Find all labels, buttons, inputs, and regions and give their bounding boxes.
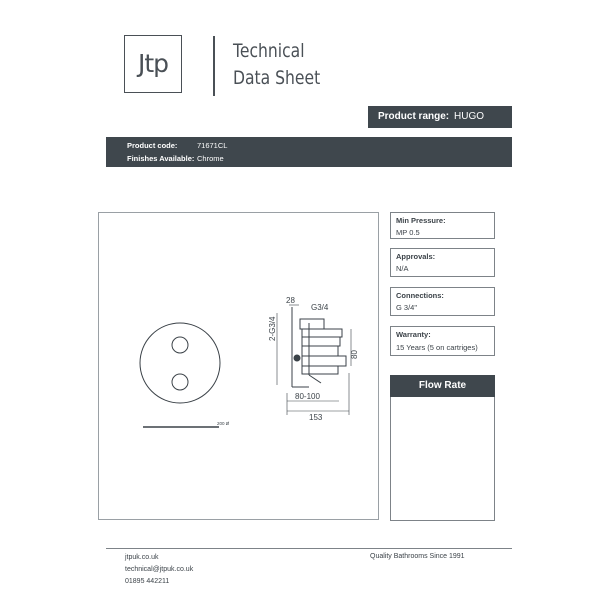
min-pressure-value: MP 0.5 [396,228,420,237]
dim-80: 80 [350,350,359,359]
faceplate-outline [140,323,220,403]
footer-phone: 01895 442211 [125,578,170,585]
dim-g34: G3/4 [311,303,329,312]
approvals-label: Approvals: [396,252,436,261]
flow-rate-header: Flow Rate [390,375,495,397]
min-pressure-label: Min Pressure: [396,216,446,225]
product-info-bar [106,137,512,167]
footer-email[interactable]: technical@jtpuk.co.uk [125,566,194,573]
product-code-label: Product code: [127,141,178,150]
approvals-box [390,248,495,277]
finishes-row [127,154,224,163]
connections-box [390,287,495,316]
finishes-label: Finishes Available: [127,154,195,163]
header-divider [213,36,215,96]
title-line-2: Data Sheet [233,67,321,89]
logo-text: Jtp [137,49,169,78]
product-code-value: 71671CL [197,141,228,150]
dim-153: 153 [309,413,323,422]
technical-drawing [99,213,380,521]
warranty-value: 15 Years (5 on cartriges) [396,343,478,352]
document-title [233,38,320,92]
warranty-box [390,326,495,356]
side-view [292,307,346,387]
product-range-label: Product range: [378,111,450,122]
product-code-row [127,141,227,150]
min-pressure-box [390,212,495,239]
finishes-value: Chrome [197,154,224,163]
warranty-label: Warranty: [396,330,431,339]
footer-tagline: Quality Bathrooms Since 1991 [370,553,465,560]
scale-label: 200 Ø [217,421,230,426]
dim-28: 28 [286,296,295,305]
product-range-bar [368,106,512,128]
title-line-1: Technical [233,40,305,62]
company-logo [124,35,182,93]
dim-80-100: 80-100 [295,392,320,401]
footer-website[interactable]: jtpuk.co.uk [125,554,159,561]
top-handle [172,337,188,353]
technical-drawing-panel [98,212,379,520]
product-range-value: HUGO [454,111,484,122]
connections-value: G 3/4" [396,303,418,312]
approvals-value: N/A [396,264,409,273]
connections-label: Connections: [396,291,444,300]
footer-divider [106,548,512,549]
dim-2-g34: 2-G3/4 [268,316,277,341]
bottom-handle [172,374,188,390]
